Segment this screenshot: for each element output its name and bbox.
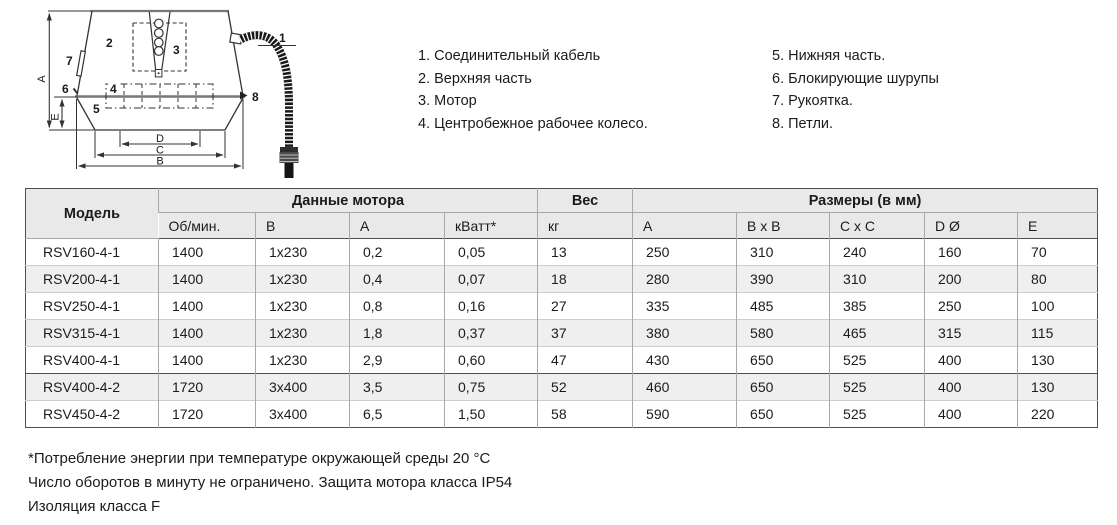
column-header-dim-a: A [633,213,737,239]
cable-tip [285,163,294,178]
value-cell: 1400 [159,266,256,293]
value-cell: 385 [830,293,925,320]
model-cell: RSV400-4-2 [26,374,159,401]
value-cell: 0,05 [445,239,538,266]
value-cell: 460 [633,374,737,401]
motor-windings [155,19,164,55]
spec-table-body [26,239,1098,428]
value-cell: 3x400 [256,401,350,428]
model-cell: RSV450-4-2 [26,401,159,428]
column-header-dim-d: D Ø [925,213,1018,239]
table-row [26,293,1098,320]
value-cell: 315 [925,320,1018,347]
value-cell: 465 [830,320,925,347]
value-cell: 250 [633,239,737,266]
legend-item: 5. Нижняя часть. [772,48,886,64]
part-label-1: 1 [279,31,286,45]
fan-lower-body [77,98,243,130]
column-header-kwatt: кВатт* [445,213,538,239]
legend-item: 7. Рукоятка. [772,93,853,109]
spec-table [25,188,1098,428]
value-cell: 1x230 [256,266,350,293]
value-cell: 1x230 [256,320,350,347]
value-cell: 220 [1018,401,1098,428]
value-cell: 400 [925,374,1018,401]
legend-item: 2. Верхняя часть [418,70,532,87]
part-label-3: 3 [173,43,180,57]
value-cell: 1x230 [256,293,350,320]
column-group-motor-data: Данные мотора [159,189,538,213]
cable [240,35,289,149]
column-header-rpm: Об/мин. [159,213,256,239]
fan-diagram [0,0,320,186]
value-cell: 1,8 [350,320,445,347]
column-header-dim-e: E [1018,213,1098,239]
value-cell: 400 [925,347,1018,374]
value-cell: 1400 [159,347,256,374]
value-cell: 37 [538,320,633,347]
cable-gland-top [280,147,298,152]
value-cell: 18 [538,266,633,293]
dim-label-B: B [156,155,164,168]
value-cell: 280 [633,266,737,293]
value-cell: 70 [1018,239,1098,266]
value-cell: 27 [538,293,633,320]
value-cell: 13 [538,239,633,266]
table-row [26,401,1098,428]
column-group-weight: Вес [538,189,633,213]
model-cell: RSV160-4-1 [26,239,159,266]
model-cell: RSV400-4-1 [26,347,159,374]
value-cell: 0,4 [350,266,445,293]
handle [77,51,86,76]
table-row [26,347,1098,374]
part-label-4: 4 [110,82,117,96]
table-header-group-row [26,189,1098,213]
model-cell: RSV315-4-1 [26,320,159,347]
table-header-sub-row [26,213,1098,239]
value-cell: 240 [830,239,925,266]
value-cell: 1400 [159,320,256,347]
value-cell: 250 [925,293,1018,320]
value-cell: 115 [1018,320,1098,347]
value-cell: 130 [1018,347,1098,374]
value-cell: 1x230 [256,239,350,266]
value-cell: 650 [737,374,830,401]
column-header-kg: кг [538,213,633,239]
value-cell: 525 [830,347,925,374]
part-label-7: 7 [66,54,73,68]
value-cell: 3,5 [350,374,445,401]
footnote-line: Изоляция класса F [28,498,161,515]
value-cell: 80 [1018,266,1098,293]
value-cell: 1720 [159,401,256,428]
part-label-5: 5 [93,102,100,116]
footnote-line: Число оборотов в минуту не ограничено. Защита мотора класса IP54 [28,474,513,491]
value-cell: 1400 [159,239,256,266]
value-cell: 310 [737,239,830,266]
legend-item: 4. Центробежное рабочее колесо. [418,115,648,132]
part-label-2: 2 [106,36,113,50]
part-label-6: 6 [62,82,69,96]
legend-item: 1. Соединительный кабель [418,48,601,64]
value-cell: 200 [925,266,1018,293]
column-group-dimensions: Размеры (в мм) [633,189,1098,213]
value-cell: 335 [633,293,737,320]
dim-label-C: C [156,144,164,157]
legend-right-column [772,45,939,135]
value-cell: 0,37 [445,320,538,347]
legend-item: 8. Петли. [772,115,834,132]
value-cell: 0,16 [445,293,538,320]
legend-item: 6. Блокирующие шурупы [772,70,939,87]
model-cell: RSV200-4-1 [26,266,159,293]
value-cell: 525 [830,374,925,401]
value-cell: 310 [830,266,925,293]
value-cell: 160 [925,239,1018,266]
value-cell: 47 [538,347,633,374]
hinge [240,92,248,100]
column-header-dim-bxb: B x B [737,213,830,239]
value-cell: 100 [1018,293,1098,320]
value-cell: 1400 [159,293,256,320]
table-row [26,266,1098,293]
value-cell: 485 [737,293,830,320]
locking-screw [74,89,78,94]
value-cell: 1x230 [256,347,350,374]
value-cell: 0,2 [350,239,445,266]
value-cell: 6,5 [350,401,445,428]
value-cell: 52 [538,374,633,401]
dim-label-A: A [36,75,48,83]
model-cell: RSV250-4-1 [26,293,159,320]
value-cell: 380 [633,320,737,347]
value-cell: 430 [633,347,737,374]
column-header-model: Модель [26,189,159,239]
footnote-line: *Потребление энергии при температуре окружающей среды 20 °C [28,450,491,467]
value-cell: 130 [1018,374,1098,401]
value-cell: 2,9 [350,347,445,374]
value-cell: 580 [737,320,830,347]
value-cell: 650 [737,401,830,428]
value-cell: 590 [633,401,737,428]
value-cell: 650 [737,347,830,374]
footnotes [28,447,512,519]
value-cell: 0,8 [350,293,445,320]
dim-label-E: E [49,113,62,121]
table-row [26,320,1098,347]
value-cell: 1720 [159,374,256,401]
value-cell: 390 [737,266,830,293]
value-cell: 400 [925,401,1018,428]
table-row [26,239,1098,266]
motor-foot-dot [158,72,160,74]
legend-item: 3. Мотор [418,93,477,109]
dim-label-D: D [156,133,164,145]
part-label-8: 8 [252,90,259,104]
table-row [26,374,1098,401]
value-cell: 0,07 [445,266,538,293]
legend-left-column [418,45,648,135]
value-cell: 3x400 [256,374,350,401]
value-cell: 0,60 [445,347,538,374]
column-header-dim-cxc: C x C [830,213,925,239]
value-cell: 525 [830,401,925,428]
value-cell: 1,50 [445,401,538,428]
column-header-volts: В [256,213,350,239]
value-cell: 0,75 [445,374,538,401]
value-cell: 58 [538,401,633,428]
column-header-amps: А [350,213,445,239]
